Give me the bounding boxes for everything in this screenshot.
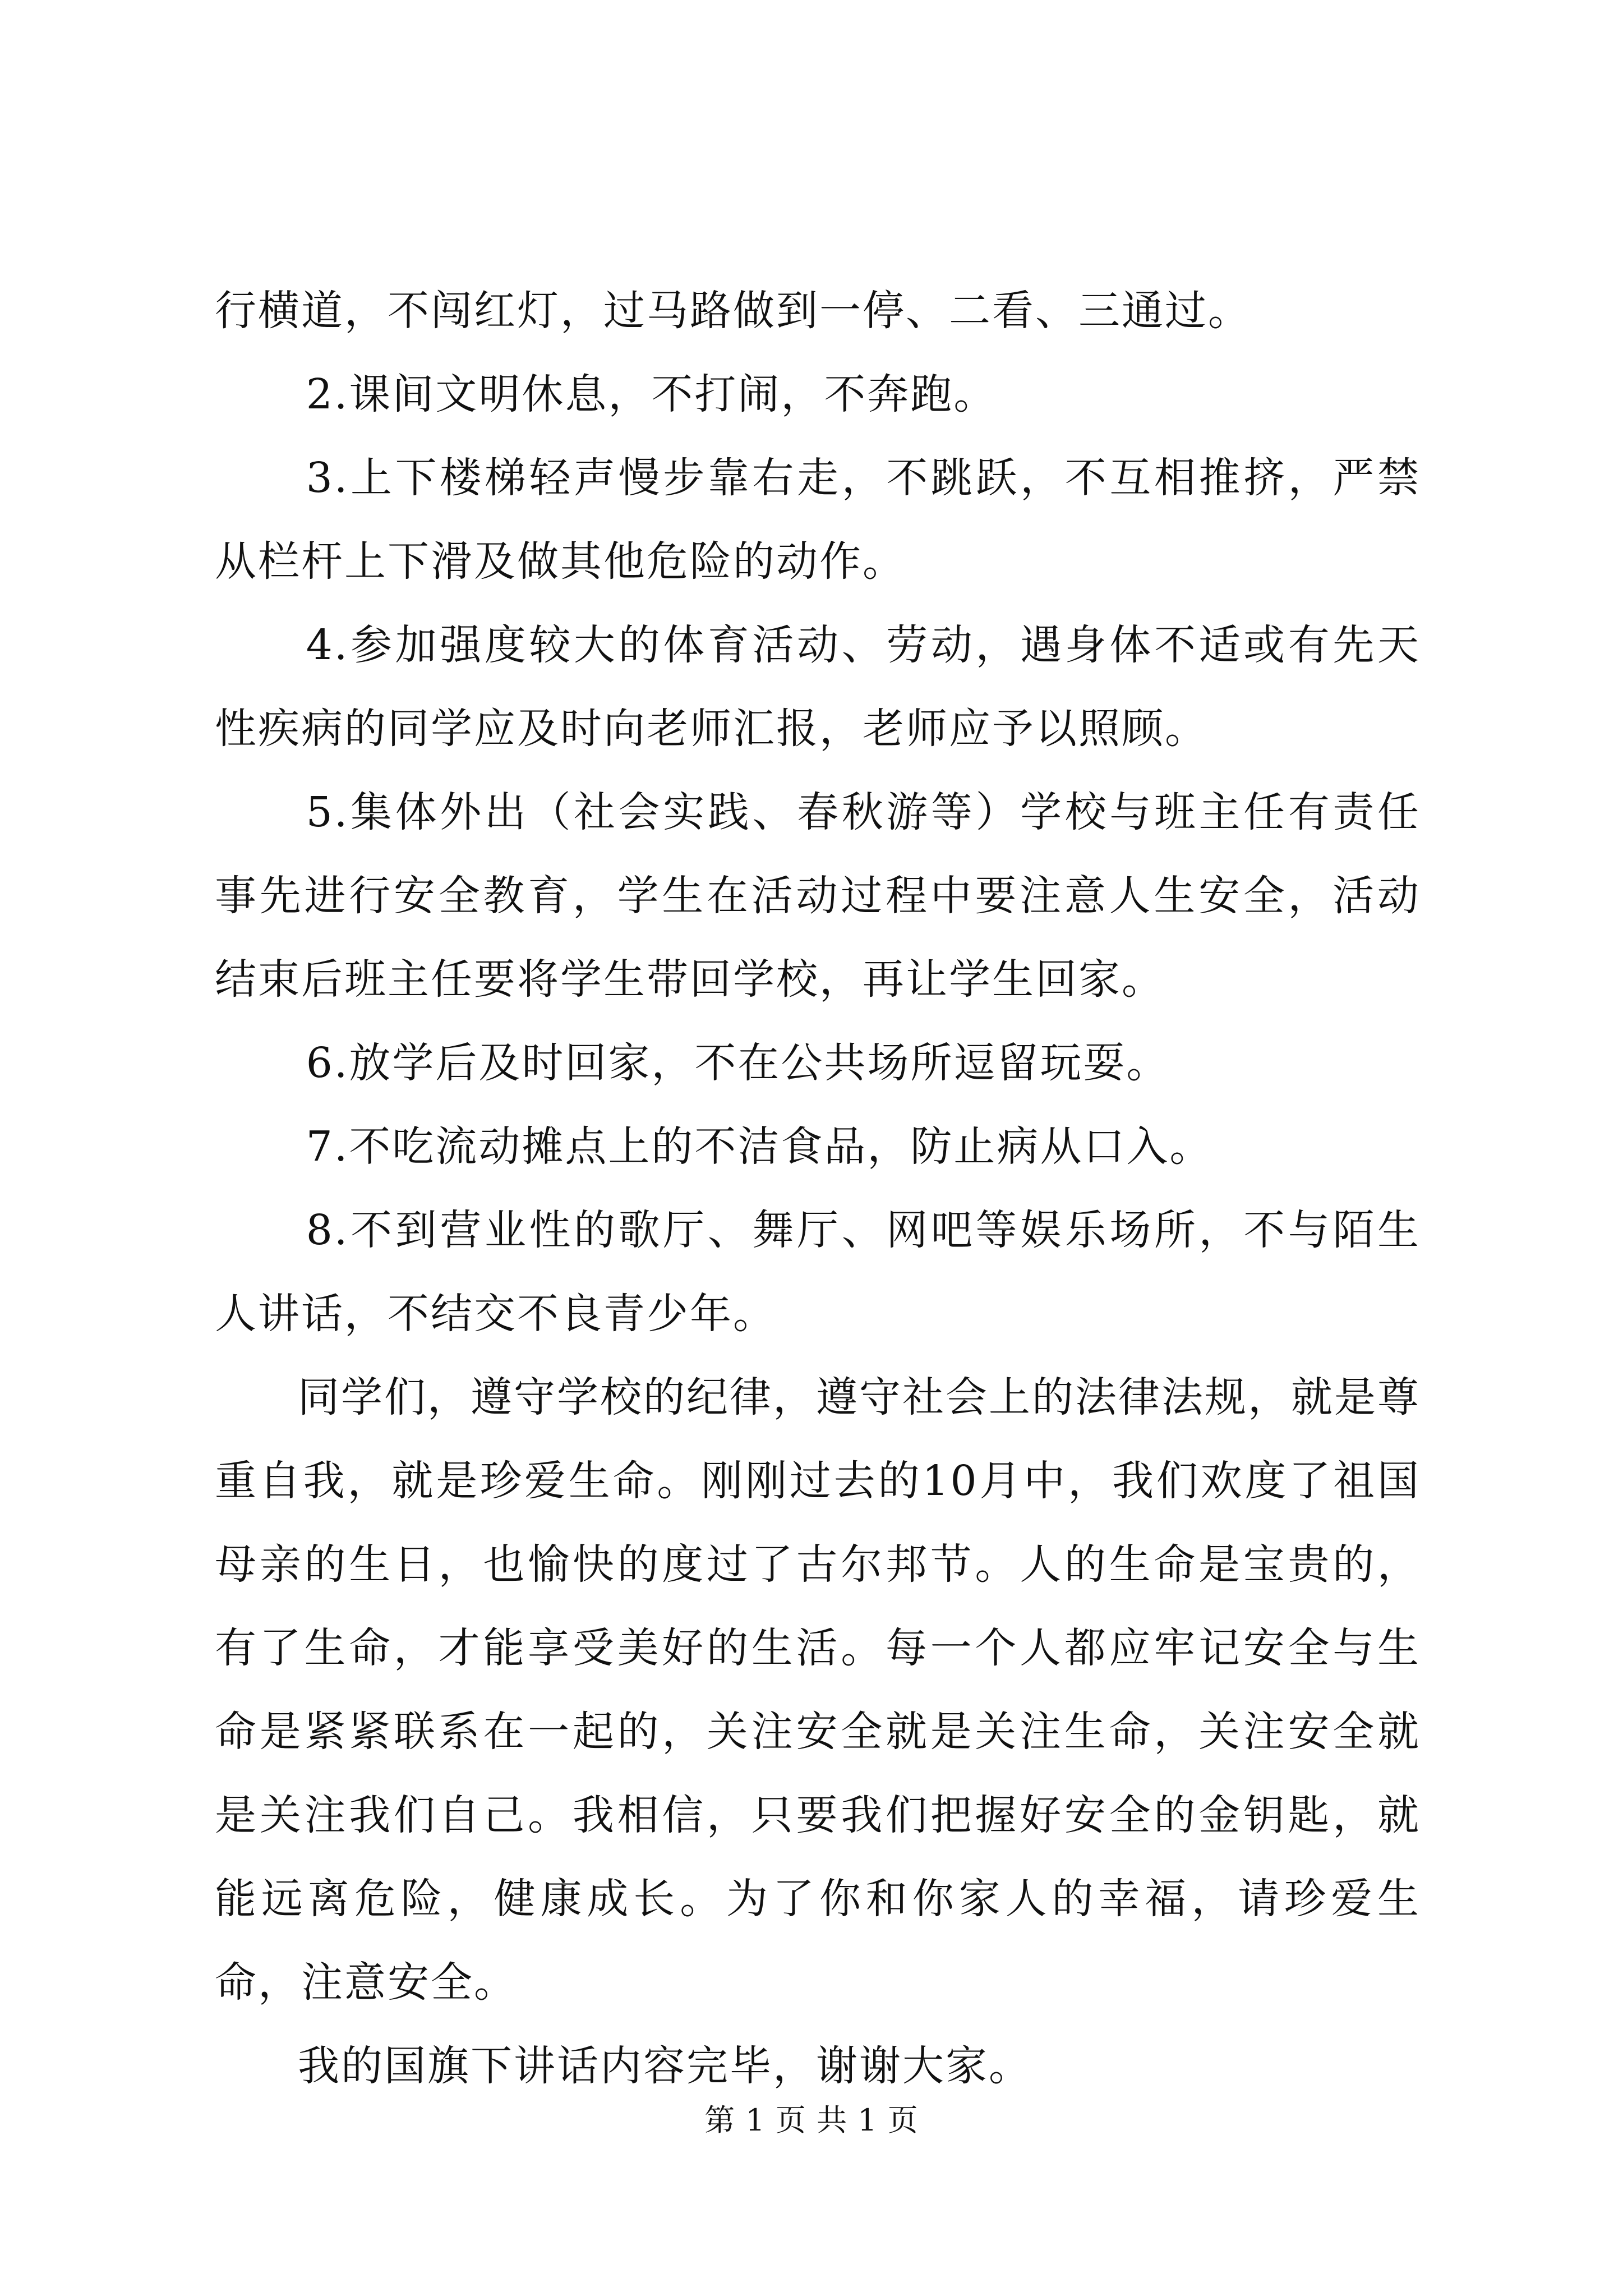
- paragraph-item-6: 6.放学后及时回家，不在公共场所逗留玩耍。: [306, 1039, 1170, 1087]
- paragraph-item-4: 4.参加强度较大的体育活动、劳动，遇身体不适或有先天性疾病的同学应及时向老师汇报，老师应予以照顾。: [215, 621, 1421, 753]
- paragraph-item-8: 8.不到营业性的歌厅、舞厅、网吧等娱乐场所，不与陌生人讲话，不结交不良青少年。: [215, 1206, 1421, 1338]
- document-body: [215, 269, 1421, 2108]
- paragraph-continuation: 行横道，不闯红灯，过马路做到一停、二看、三通过。: [215, 287, 1251, 335]
- page-footer: 第 1 页 共 1 页: [704, 2102, 919, 2138]
- paragraph-item-7: 7.不吃流动摊点上的不洁食品，防止病从口入。: [306, 1122, 1213, 1171]
- paragraph-thanks: 我的国旗下讲话内容完毕，谢谢大家。: [298, 2042, 1032, 2090]
- paragraph-item-2: 2.课间文明休息，不打闹，不奔跑。: [306, 370, 997, 418]
- paragraph-item-3: 3.上下楼梯轻声慢步靠右走，不跳跃，不互相推挤，严禁从栏杆上下滑及做其他危险的动作。: [215, 454, 1421, 586]
- paragraph-closing: 同学们，遵守学校的纪律，遵守社会上的法律法规，就是尊重自我，就是珍爱生命。刚刚过去的10月中，我们欢度了祖国母亲的生日，也愉快的度过了古尔邦节。人的生命是宝贵的，有了生命，才能享受美好的生活。每一个人都应牢记安全与生命是紧紧联系在一起的，关注安全就是关注生命，关注安全就是关注我们自己。我相信，只要我们把握好安全的金钥匙，就能远离危险，健康成长。为了你和你家人的幸福，请珍爱生命，注意安全。: [215, 1373, 1421, 2007]
- paragraph-item-5: 5.集体外出（社会实践、春秋游等）学校与班主任有责任事先进行安全教育，学生在活动过程中要注意人生安全，活动结束后班主任要将学生带回学校，再让学生回家。: [215, 788, 1421, 1004]
